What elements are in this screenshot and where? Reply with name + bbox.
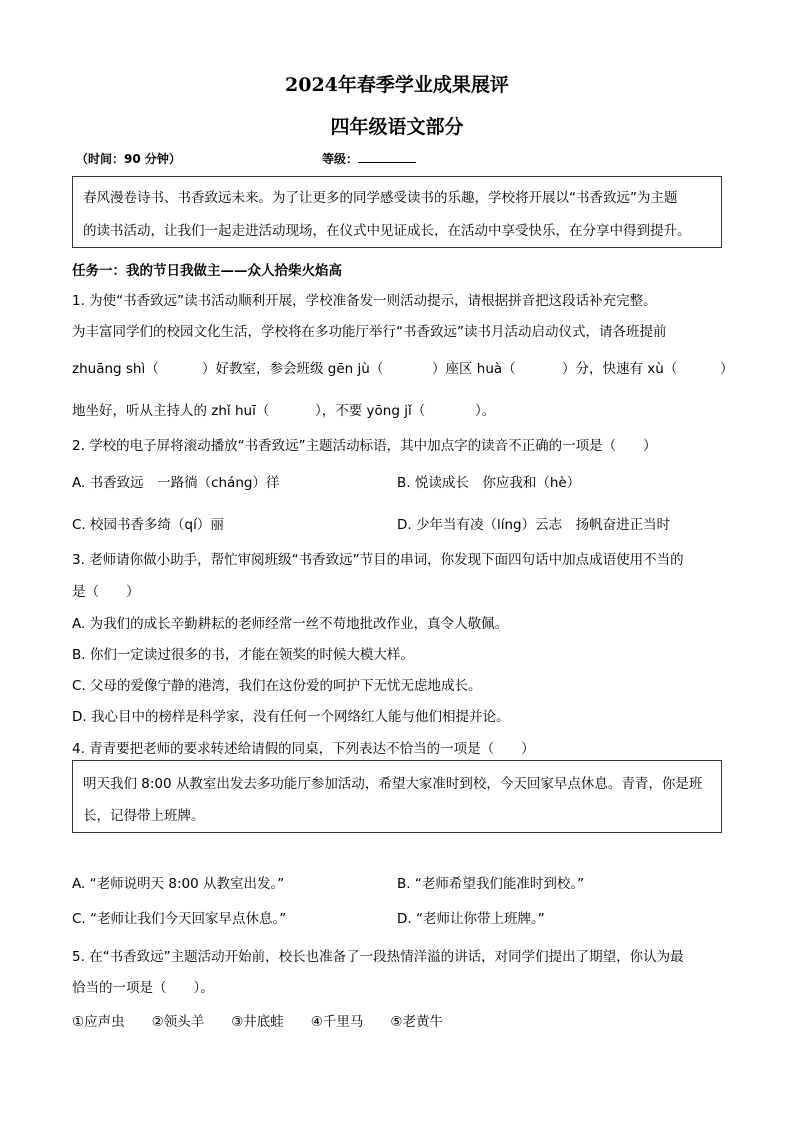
q3-option-b: B. 你们一定读过很多的书，才能在领奖的时候大模大样。 xyxy=(72,647,414,663)
q1-line-3a: 地坐好，听从主持人的 zhǐ huī（ xyxy=(72,403,270,419)
q4-quote-line-2: 长，记得带上班牌。 xyxy=(83,808,205,824)
q4-stem: 4. 青青要把老师的要求转述给请假的同桌，下列表达不恰当的一项是（ ） xyxy=(72,741,535,757)
q1-line-3b: ），不要 yōng jǐ（ xyxy=(315,403,426,419)
q1-line-3c: ）。 xyxy=(475,403,496,419)
intro-box xyxy=(72,176,722,248)
grade-field xyxy=(322,150,416,167)
q2-option-c: C. 校园书香多绮（qí）丽 xyxy=(72,517,224,533)
page-title: 2024年春季学业成果展评 xyxy=(285,74,509,96)
task1-heading: 任务一：我的节日我做主——众人拾柴火焰高 xyxy=(72,263,342,279)
page-subtitle: 四年级语文部分 xyxy=(330,116,464,138)
q3-stem-1: 3. 老师请你做小助手，帮忙审阅班级“书香致远”节目的串词，你发现下面四句话中加点成语使用不当的 xyxy=(72,552,684,568)
q4-option-b: B. “老师希望我们能准时到校。” xyxy=(397,876,585,892)
grade-blank xyxy=(358,150,416,163)
q3-option-a: A. 为我们的成长辛勤耕耘的老师经常一丝不苟地批改作业，真令人敬佩。 xyxy=(72,616,509,632)
intro-line-2: 的读书活动，让我们一起走进活动现场，在仪式中见证成长，在活动中享受快乐，在分享中得到提升。 xyxy=(83,223,691,239)
q3-option-d: D. 我心目中的榜样是科学家，没有任何一个网络红人能与他们相提并论。 xyxy=(72,709,510,725)
q1-line-2d: ）分，快速有 xù（ xyxy=(562,361,678,377)
q1-line-1: 为丰富同学们的校园文化生活，学校将在多功能厅举行“书香致远”读书月活动启动仪式，请各班提前 xyxy=(72,324,667,340)
q4-option-c: C. “老师让我们今天回家早点休息。” xyxy=(72,911,287,927)
q5-stem-2: 恰当的一项是（ ）。 xyxy=(72,980,214,996)
time-label: （时间：90 分钟） xyxy=(76,152,181,166)
q1-line-2a: zhuāng shì（ xyxy=(72,361,159,377)
q4-quote-box xyxy=(72,760,722,833)
q3-option-c: C. 父母的爱像宁静的港湾，我们在这份爱的呵护下无忧无虑地成长。 xyxy=(72,678,482,694)
q2-stem: 2. 学校的电子屏将滚动播放“书香致远”主题活动标语，其中加点字的读音不正确的一项是（ ） xyxy=(72,438,657,454)
q2-option-b: B. 悦读成长 你应我和（hè） xyxy=(397,475,581,491)
intro-line-1: 春风漫卷诗书、书香致远未来。为了让更多的同学感受读书的乐趣，学校将开展以“书香致远”为主题 xyxy=(83,190,678,206)
q1-line-2b: ）好教室，参会班级 gēn jù（ xyxy=(202,361,384,377)
q3-stem-2: 是（ ） xyxy=(72,584,140,600)
q1-stem: 1. 为使“书香致远”读书活动顺利开展，学校准备发一则活动提示，请根据拼音把这段话补充完整。 xyxy=(72,293,657,309)
q4-quote-line-1: 明天我们 8:00 从教室出发去多功能厅参加活动，希望大家准时到校，今天回家早点休息。青青，你是班 xyxy=(83,776,703,792)
q1-line-2c: ）座区 huà（ xyxy=(432,361,516,377)
q4-option-a: A. “老师说明天 8:00 从教室出发。” xyxy=(72,876,285,892)
q4-option-d: D. “老师让你带上班牌。” xyxy=(397,911,545,927)
q5-stem-1: 5. 在“书香致远”主题活动开始前，校长也准备了一段热情洋溢的讲话，对同学们提出了期望，你认为最 xyxy=(72,949,684,965)
q2-option-a: A. 书香致远 一路徜（cháng）徉 xyxy=(72,475,280,491)
q5-choices: ①应声虫 ②领头羊 ③井底蛙 ④千里马 ⑤老黄牛 xyxy=(72,1014,444,1030)
grade-label: 等级： xyxy=(322,152,359,166)
q2-option-d: D. 少年当有凌（líng）云志 扬帆奋进正当时 xyxy=(397,517,671,533)
q1-line-2e: ） xyxy=(720,361,734,377)
